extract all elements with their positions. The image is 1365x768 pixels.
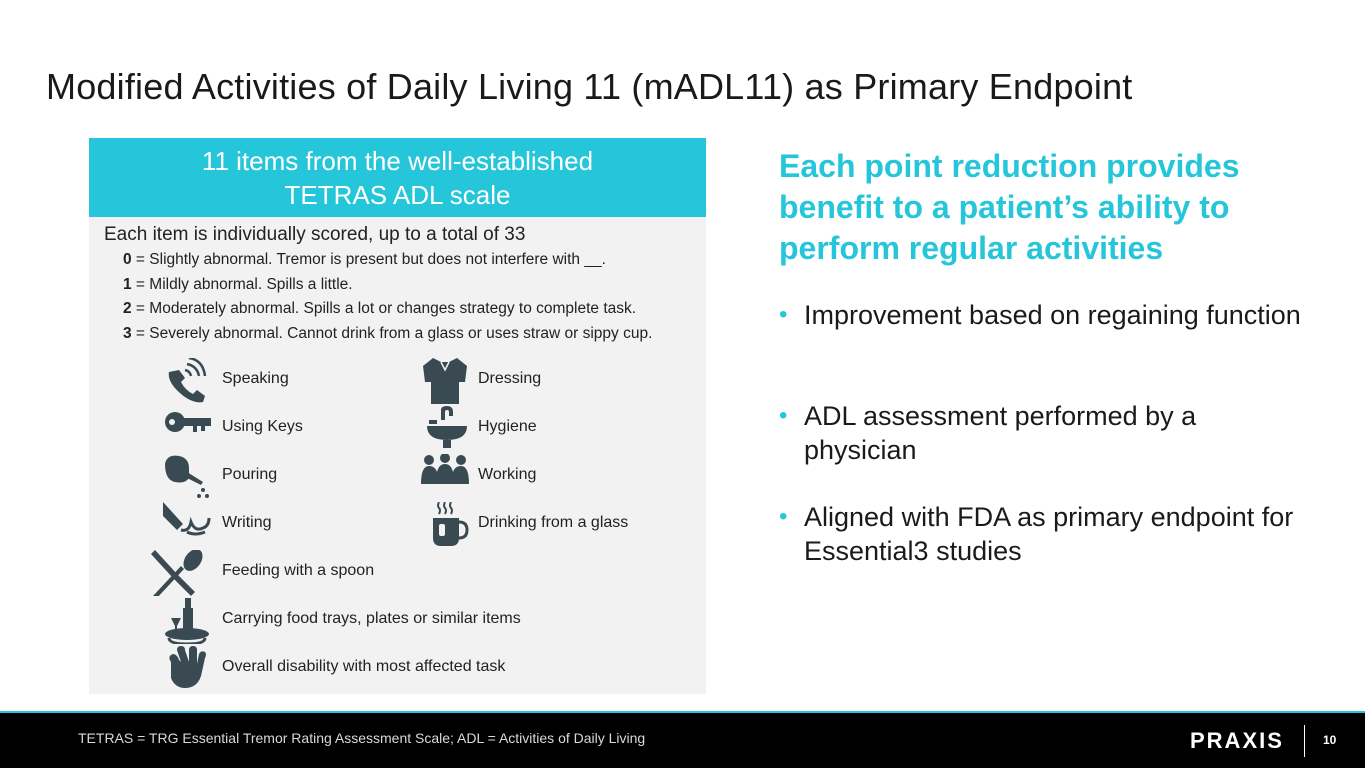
scale-text: = Mildly abnormal. Spills a little.: [131, 276, 353, 293]
shirt-icon: [419, 358, 471, 404]
scale-line-0: [123, 251, 606, 269]
bullet-dot: •: [779, 301, 788, 328]
bullet-dot: •: [779, 402, 788, 429]
logo-text: PRAXIS: [1190, 728, 1284, 753]
watering-can-icon: [163, 454, 215, 500]
pen-icon: [163, 502, 215, 548]
item-label: Writing: [222, 514, 272, 531]
scoring-intro: Each item is individually scored, up to a total of 33: [104, 224, 526, 245]
item-label: Dressing: [478, 370, 542, 387]
bullet-text: Improvement based on regaining function: [804, 300, 1301, 330]
scale-line-2: [123, 300, 636, 318]
bullet-text: Aligned with FDA as primary endpoint for Essential3 studies: [804, 502, 1294, 566]
scale-score: 1: [123, 276, 132, 293]
item-label: Hygiene: [478, 418, 537, 435]
panel-header: [89, 138, 706, 217]
footer-divider: [1304, 725, 1305, 757]
scale-score: 2: [123, 300, 132, 317]
scale-score: 0: [123, 251, 132, 268]
item-label: Carrying food trays, plates or similar items: [222, 610, 521, 627]
people-icon: [419, 454, 471, 500]
footnote: TETRAS = TRG Essential Tremor Rating Assessment Scale; ADL = Activities of Daily Living: [78, 730, 646, 746]
item-label: Speaking: [222, 370, 289, 387]
tray-icon: [163, 598, 215, 644]
page-number: 10: [1323, 733, 1337, 747]
slide-footer: [0, 711, 1365, 768]
panel-header-line1: 11 items from the well-established: [201, 146, 594, 176]
sink-icon: [419, 406, 471, 452]
scale-text: = Moderately abnormal. Spills a lot or changes strategy to complete task.: [131, 300, 637, 317]
praxis-logo: [1190, 728, 1284, 754]
key-message-headline: Each point reduction provides benefit to a patient’s ability to perform regular activities: [779, 148, 1240, 266]
scale-text: = Slightly abnormal. Tremor is present but does not interfere with __.: [131, 251, 606, 268]
panel-header-line2: TETRAS ADL scale: [284, 180, 511, 210]
item-label: Working: [478, 466, 537, 483]
bullet-text: ADL assessment performed by a physician: [804, 401, 1197, 465]
key-icon: [163, 406, 215, 452]
slide-title: Modified Activities of Daily Living 11 (mADL11) as Primary Endpoint: [46, 66, 1133, 107]
hand-icon: [163, 646, 215, 692]
bullet-dot: •: [779, 503, 788, 530]
scale-score: 3: [123, 325, 132, 342]
item-label: Drinking from a glass: [478, 514, 629, 531]
item-label: Overall disability with most affected task: [222, 658, 506, 675]
phone-icon: [163, 358, 215, 404]
scale-text: = Severely abnormal. Cannot drink from a glass or uses straw or sippy cup.: [131, 325, 653, 342]
item-label: Feeding with a spoon: [222, 562, 375, 579]
cutlery-icon: [149, 550, 215, 596]
item-label: Using Keys: [222, 418, 303, 435]
hot-cup-icon: [419, 502, 471, 548]
scale-line-3: [123, 325, 652, 343]
item-label: Pouring: [222, 466, 278, 483]
adl-items-panel: [89, 138, 706, 694]
scale-line-1: [123, 276, 353, 294]
